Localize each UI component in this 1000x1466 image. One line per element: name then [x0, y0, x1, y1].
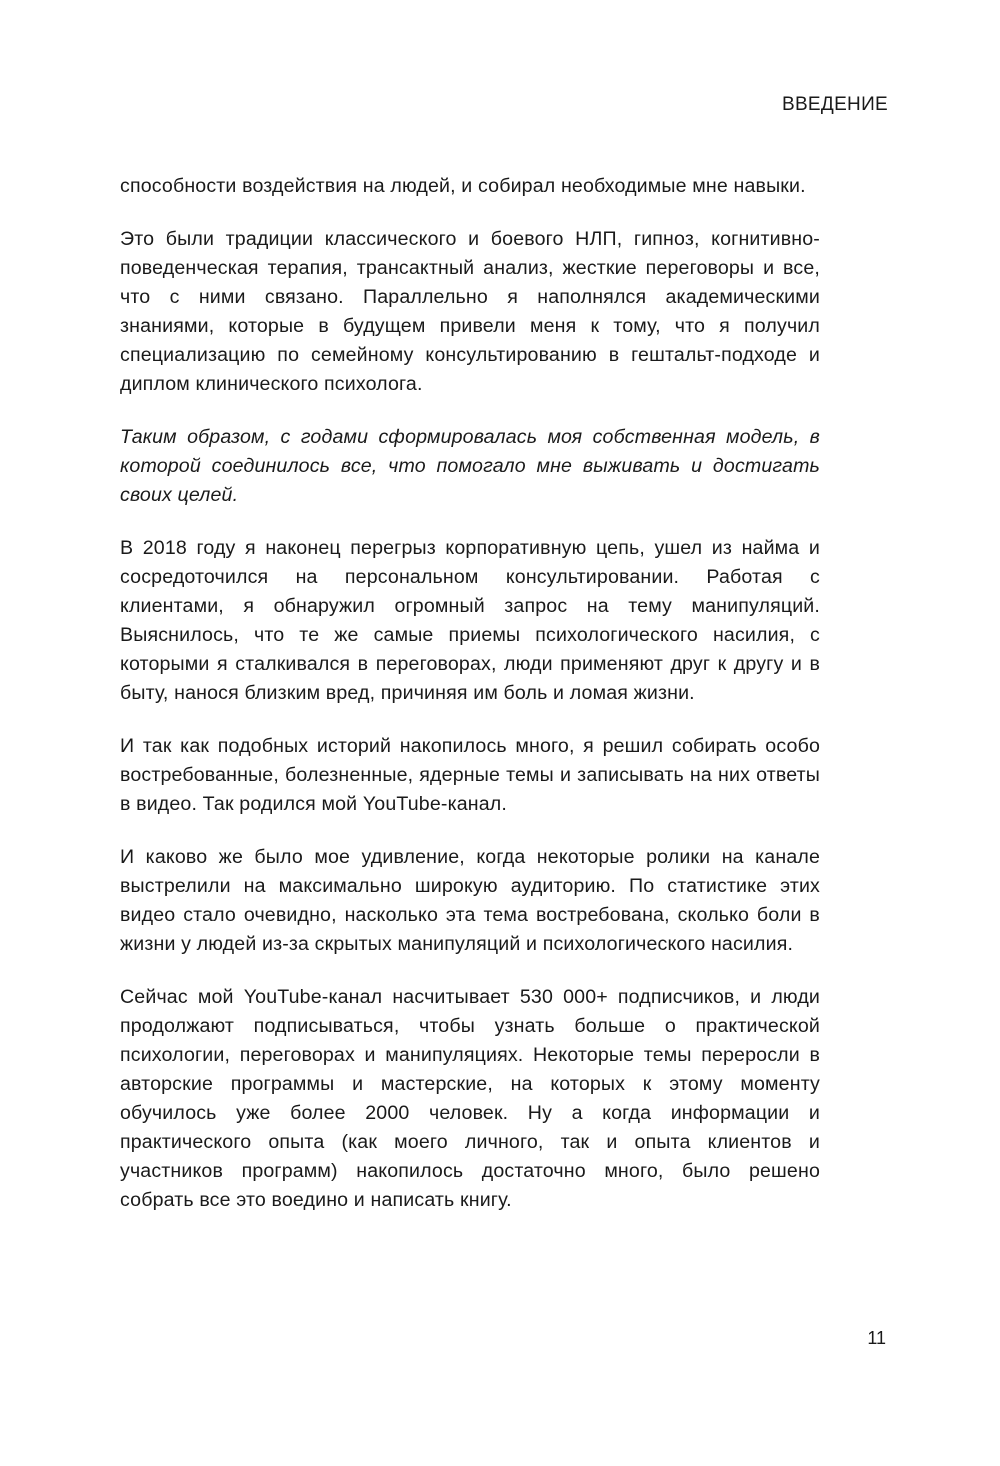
paragraph-2: Это были традиции классического и боевого НЛП, гипноз, когнитивно-поведенческая терапия, трансактный анализ, жесткие переговоры и все, что с ними связано. Параллельно я наполнялся академическими знаниями, которые в будущем привели меня к тому, что я получил специализацию по семейному консультированию в гештальт-подходе и диплом клинического психолога. — [120, 228, 820, 395]
paragraph-3-italic: Таким образом, с годами сформировалась моя собственная модель, в которой соединилось все, что помогало мне выживать и достигать своих целей. — [120, 426, 820, 506]
paragraph-4: В 2018 году я наконец перегрыз корпоративную цепь, ушел из найма и сосредоточился на персональном консультировании. Работая с клиентами, я обнаружил огромный запрос на тему манипуляций. Выяснилось, что те же самые приемы психологического насилия, с которыми я сталкивался в переговорах, люди применяют друг к другу и в быту, нанося близким вред, причиняя им боль и ломая жизни. — [120, 537, 820, 704]
body-text — [120, 172, 820, 1239]
paragraph-6: И каково же было мое удивление, когда некоторые ролики на канале выстрелили на максимально широкую аудиторию. По статистике этих видео стало очевидно, насколько эта тема востребована, сколько боли в жизни у людей из-за скрытых манипуляций и психологического насилия. — [120, 846, 820, 955]
paragraph-5: И так как подобных историй накопилось много, я решил собирать особо востребованные, болезненные, ядерные темы и записывать на них ответы в видео. Так родился мой YouTube-канал. — [120, 735, 820, 815]
paragraph-7: Сейчас мой YouTube-канал насчитывает 530 000+ подписчиков, и люди продолжают подписываться, чтобы узнать больше о практической психологии, переговорах и манипуляциях. Некоторые темы переросли в авторские программы и мастерские, на которых к этому моменту обучилось уже более 2000 человек. Ну а когда информации и практического опыта (как моего личного, так и опыта клиентов и участников программ) накопилось достаточно много, было решено собрать все это воедино и написать книгу. — [120, 986, 820, 1211]
running-head: ВВЕДЕНИЕ — [781, 94, 888, 115]
page-number: 11 — [867, 1328, 886, 1348]
paragraph-1: способности воздействия на людей, и собирал необходимые мне навыки. — [120, 175, 806, 197]
